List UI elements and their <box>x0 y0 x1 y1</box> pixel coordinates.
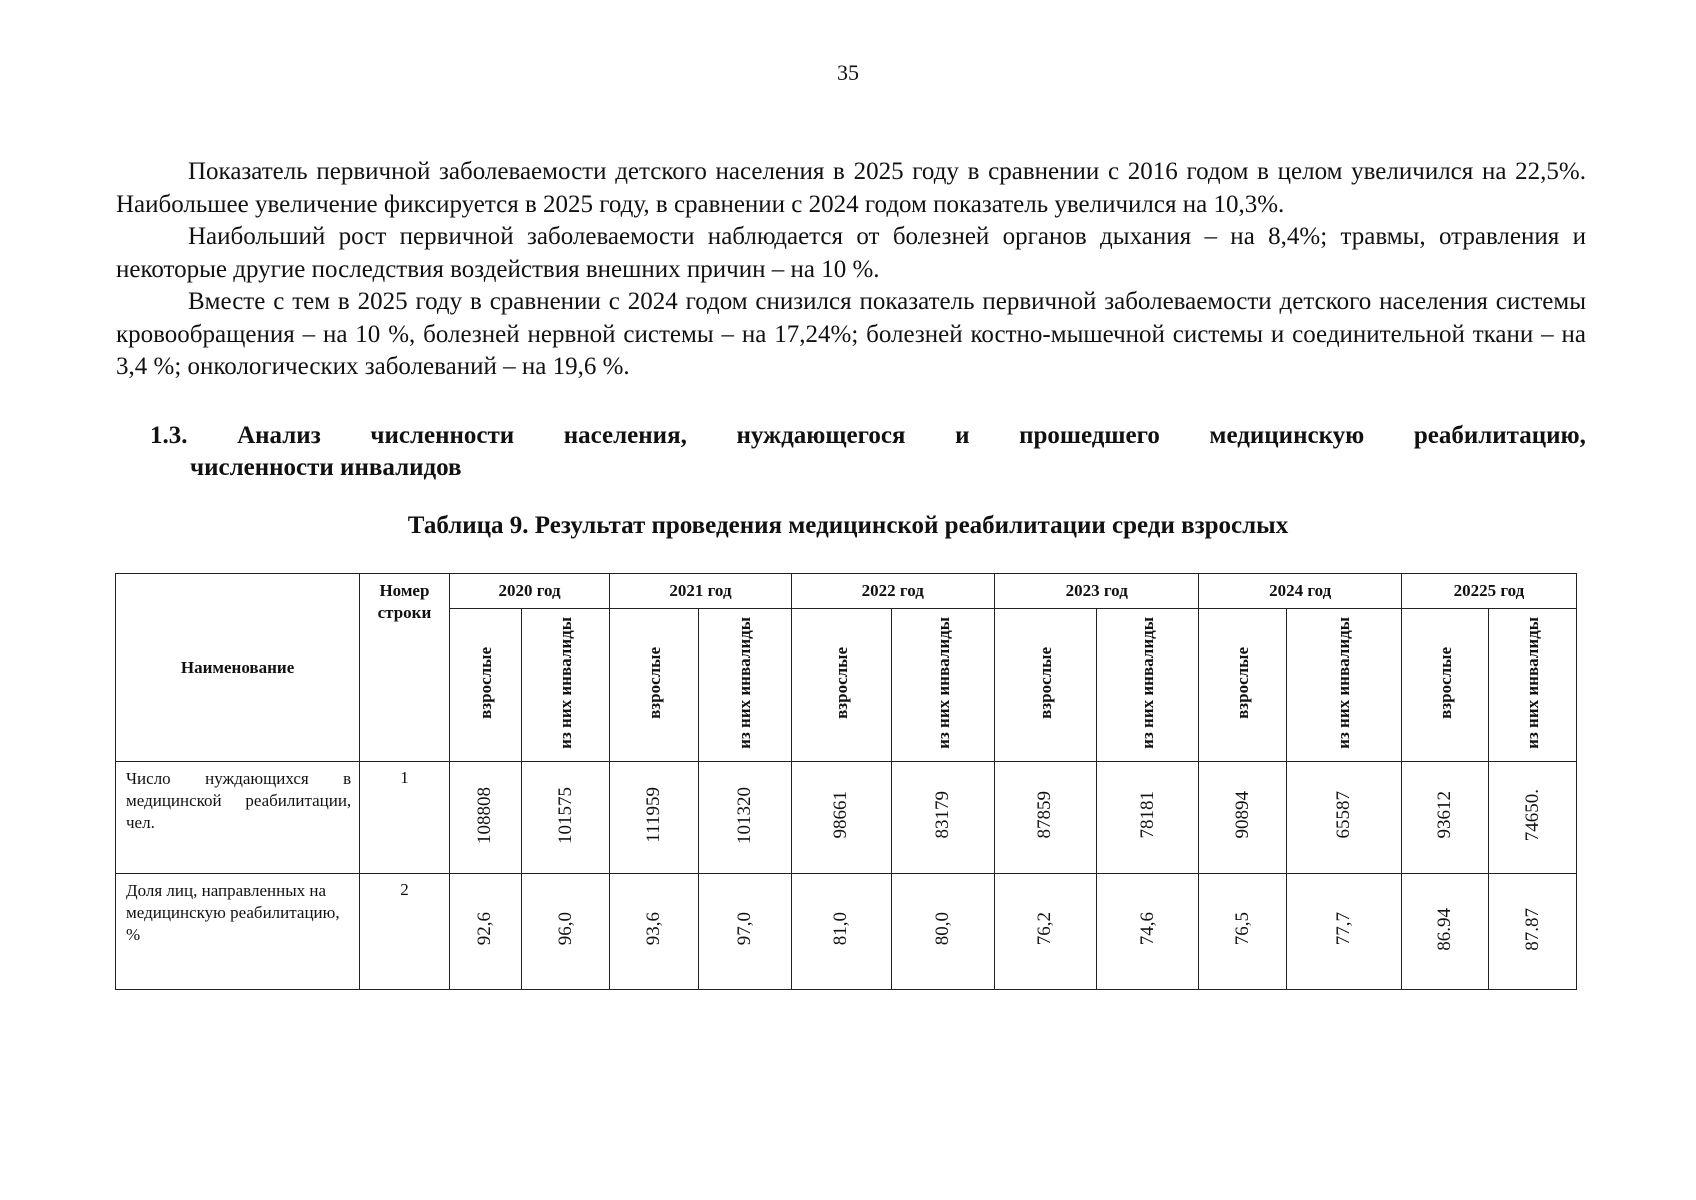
table-cell: 74,6 <box>1096 874 1199 990</box>
column-header-year: 20225 год <box>1401 574 1576 609</box>
table-cell: 92,6 <box>449 874 521 990</box>
table-cell: 93612 <box>1401 762 1488 874</box>
column-subheader-disabled: из них инвалиды <box>521 609 610 762</box>
table-caption: Таблица 9. Результат проведения медицинской реабилитации среди взрослых <box>407 512 1289 539</box>
column-subheader-adults: взрослые <box>791 609 892 762</box>
column-subheader-adults: взрослые <box>1401 609 1488 762</box>
section-number: 1.3. <box>150 422 188 449</box>
table-cell: 90894 <box>1199 762 1286 874</box>
column-subheader-adults: взрослые <box>994 609 1096 762</box>
row-number: 2 <box>360 874 450 990</box>
section-title-line2: численности инвалидов <box>190 454 462 481</box>
table-cell: 101320 <box>698 762 791 874</box>
table-cell: 108808 <box>449 762 521 874</box>
section-title-word: медицинскую <box>1209 422 1365 449</box>
table-cell: 78181 <box>1096 762 1199 874</box>
row-name: Доля лиц, направленных на медицинскую реабилитацию, % <box>116 874 360 990</box>
table-header-row <box>116 574 1577 609</box>
table-cell: 86.94 <box>1401 874 1488 990</box>
rehabilitation-table <box>115 573 1577 990</box>
table-cell: 87.87 <box>1489 874 1577 990</box>
column-subheader-disabled: из них инвалиды <box>892 609 995 762</box>
table-cell: 101575 <box>521 762 610 874</box>
row-name: Число нуждающихся в медицинской реабилитации, чел. <box>116 762 360 874</box>
section-title-word: Анализ <box>237 422 321 449</box>
column-subheader-adults: взрослые <box>1199 609 1286 762</box>
column-header-year: 2022 год <box>791 574 994 609</box>
paragraph: Наибольший рост первичной заболеваемости наблюдается от болезней органов дыхания – на 8,4%; травмы, отравления и некоторые другие последствия воздействия внешних причин – на 10 %. <box>116 223 1586 283</box>
table-cell: 83179 <box>892 762 995 874</box>
body-text <box>116 156 1586 384</box>
column-header-year: 2023 год <box>994 574 1198 609</box>
table-cell: 74650. <box>1489 762 1577 874</box>
table-cell: 76,5 <box>1199 874 1286 990</box>
table-cell: 81,0 <box>791 874 892 990</box>
column-subheader-disabled: из них инвалиды <box>1489 609 1577 762</box>
column-header-year: 2020 год <box>449 574 610 609</box>
section-heading <box>150 420 1586 484</box>
paragraph: Показатель первичной заболеваемости детского населения в 2025 году в сравнении с 2016 годом в целом увеличился на 22,5%. Наибольшее увеличение фиксируется в 2025 году, в сравнении с 2024 годом показатель увеличился на 10,3%. <box>116 158 1586 218</box>
section-title-word: и <box>955 422 970 449</box>
table-cell: 97,0 <box>698 874 791 990</box>
table-cell: 96,0 <box>521 874 610 990</box>
section-title-word: нуждающегося <box>736 422 906 449</box>
table-cell: 80,0 <box>892 874 995 990</box>
column-header-year: 2021 год <box>610 574 791 609</box>
paragraph: Вместе с тем в 2025 году в сравнении с 2024 годом снизился показатель первичной заболеваемости детского населения системы кровообращения – на 10 %, болезней нервной системы – на 17,24%; болезней костно-мышечной системы и соединительной ткани – на 3,4 %; онкологических заболеваний – на 19,6 %. <box>116 288 1586 380</box>
section-title-word: численности <box>370 422 515 449</box>
column-header-year: 2024 год <box>1199 574 1401 609</box>
table-row <box>116 762 1577 874</box>
table-row <box>116 874 1577 990</box>
column-subheader-disabled: из них инвалиды <box>1096 609 1199 762</box>
table-cell: 98661 <box>791 762 892 874</box>
table-cell: 87859 <box>994 762 1096 874</box>
column-subheader-adults: взрослые <box>610 609 699 762</box>
column-subheader-disabled: из них инвалиды <box>698 609 791 762</box>
page-number: 35 <box>837 60 859 85</box>
table-cell: 65587 <box>1286 762 1401 874</box>
row-number: 1 <box>360 762 450 874</box>
column-subheader-adults: взрослые <box>449 609 521 762</box>
table-cell: 111959 <box>610 762 699 874</box>
table-cell: 76,2 <box>994 874 1096 990</box>
table-cell: 93,6 <box>610 874 699 990</box>
section-title-word: населения, <box>563 422 687 449</box>
section-title-word: прошедшего <box>1019 422 1160 449</box>
table-cell: 77,7 <box>1286 874 1401 990</box>
column-header-name: Наименование <box>116 574 360 762</box>
column-header-row-number: Номер строки <box>360 574 450 762</box>
column-subheader-disabled: из них инвалиды <box>1286 609 1401 762</box>
section-heading-line1 <box>150 420 1586 452</box>
section-title-word: реабилитацию, <box>1413 422 1586 449</box>
